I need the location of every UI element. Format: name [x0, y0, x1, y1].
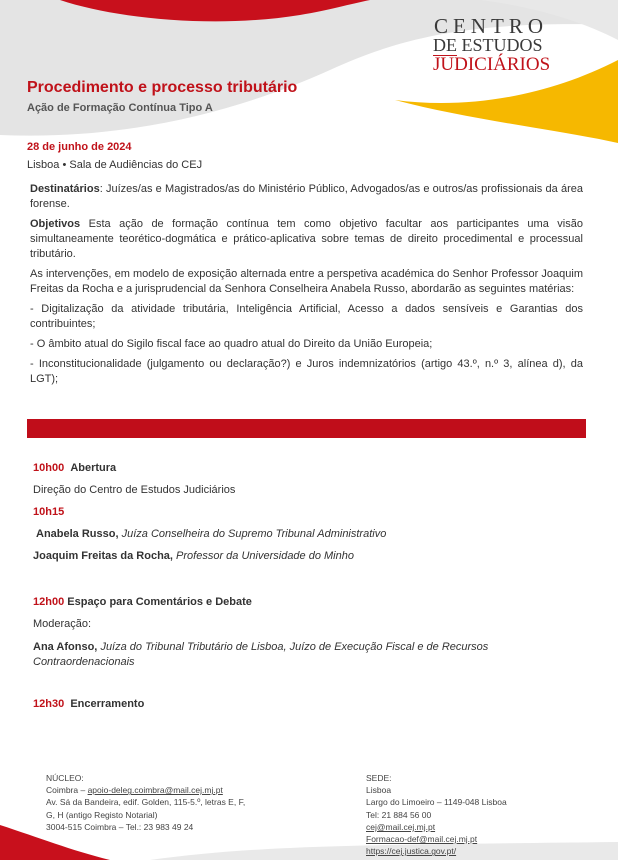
nucleo-address-2: G, H (antigo Registo Notarial) — [46, 809, 158, 820]
intervencoes-paragraph: As intervenções, em modelo de exposição alternada entre a perspetiva académica do Senhor Professor Joaquim Freitas da Rocha e a jurisprudencial da Senhora Conselheira Anabela Russo, abordarão as seguintes matérias: — [30, 268, 583, 295]
page-title: Procedimento e processo tributário — [27, 79, 298, 96]
moderator-role-cont: Contraordenacionais — [33, 656, 135, 668]
topic-item: - O âmbito atual do Sigilo fiscal face ao quadro atual do Direito da União Europeia; — [30, 338, 433, 350]
destinatarios-paragraph — [30, 182, 583, 212]
session-time: 10h15 — [33, 506, 65, 518]
speaker-role: Juíza Conselheira do Supremo Tribunal Administrativo — [121, 528, 387, 540]
page-subtitle: Ação de Formação Contínua Tipo A — [27, 102, 213, 114]
description-body — [30, 182, 583, 392]
nucleo-email-link[interactable]: apoio-deleg.coimbra@mail.cej.mj.pt — [87, 785, 223, 796]
destinatarios-label: Destinatários — [30, 183, 100, 195]
section-divider-bar — [27, 419, 586, 438]
moderator — [33, 640, 488, 670]
speaker-name: Anabela Russo, — [36, 528, 119, 540]
topic-item: - Digitalização da atividade tributária, Inteligência Artificial, Acesso a dados sensíveis e Garantias dos contribuintes; — [30, 303, 583, 330]
session-time: 10h00 — [33, 462, 65, 474]
sede-address: Largo do Limoeiro – 1149-048 Lisboa — [366, 797, 507, 808]
session-abertura — [33, 462, 116, 474]
moderation-label: Moderação: — [33, 618, 92, 630]
nucleo-prefix: Coimbra – — [46, 785, 88, 796]
moderator-name: Ana Afonso, — [33, 641, 98, 653]
logo-line-estudos — [433, 35, 543, 56]
footer-sede — [366, 772, 507, 857]
nucleo-label: NÚCLEO: — [46, 773, 84, 783]
speaker-anabela — [36, 528, 386, 540]
logo-line-judiciarios: JUDICIÁRIOS — [433, 54, 551, 75]
topic-item: - Inconstitucionalidade (julgamento ou declaração?) e Juros indemnizatórios (artigo 43.º, n.º 3, alínea d), da LGT); — [30, 358, 583, 385]
nucleo-address-3: 3004-515 Coimbra – Tel.: 23 983 49 24 — [46, 821, 194, 832]
logo-de: DE — [433, 35, 457, 55]
session-detail: Direção do Centro de Estudos Judiciários — [33, 484, 236, 496]
sede-label: SEDE: — [366, 773, 392, 783]
nucleo-contact — [46, 784, 245, 796]
session-time: 12h00 — [33, 596, 65, 608]
sede-website-link[interactable]: https://cej.justica.gov.pt/ — [366, 846, 457, 857]
session-time-2 — [33, 506, 64, 518]
destinatarios-text: : Juízes/as e Magistrados/as do Ministério Público, Advogados/as e outros/as profissionais da área forense. — [30, 183, 583, 210]
nucleo-address-1: Av. Sá da Bandeira, edif. Golden, 115-5.º, letras E, F, — [46, 797, 246, 808]
moderator-role: Juíza do Tribunal Tributário de Lisboa, Juízo de Execução Fiscal e de Recursos — [100, 641, 489, 653]
logo-line-centro: CENTRO — [434, 14, 548, 38]
session-title: Espaço para Comentários e Debate — [67, 596, 252, 608]
speaker-joaquim — [33, 550, 354, 562]
objetivos-paragraph — [30, 217, 583, 262]
objetivos-label: Objetivos — [30, 218, 81, 230]
logo-estudos: ESTUDOS — [461, 35, 543, 55]
event-location: Lisboa • Sala de Audiências do CEJ — [27, 159, 203, 171]
sede-city: Lisboa — [366, 785, 392, 796]
speaker-name: Joaquim Freitas da Rocha, — [33, 550, 173, 562]
speaker-role: Professor da Universidade do Minho — [176, 550, 354, 562]
session-time: 12h30 — [33, 698, 65, 710]
session-encerramento — [33, 698, 144, 710]
session-title: Encerramento — [70, 698, 145, 710]
sede-email-link[interactable]: cej@mail.cej.mj.pt — [366, 821, 436, 832]
footer-nucleo — [46, 772, 245, 833]
event-date: 28 de junho de 2024 — [27, 141, 132, 153]
session-title: Abertura — [70, 462, 117, 474]
sede-email-link-2[interactable]: Formacao-def@mail.cej.mj.pt — [366, 834, 478, 845]
session-debate — [33, 596, 252, 608]
objetivos-text: Esta ação de formação contínua tem como objetivo facultar aos participantes uma visão simultaneamente teorético-dogmática e prático-aplicativa sobre temas de direito procedimental e processual tributário. — [30, 218, 583, 260]
sede-phone: Tel: 21 884 56 00 — [366, 809, 432, 820]
